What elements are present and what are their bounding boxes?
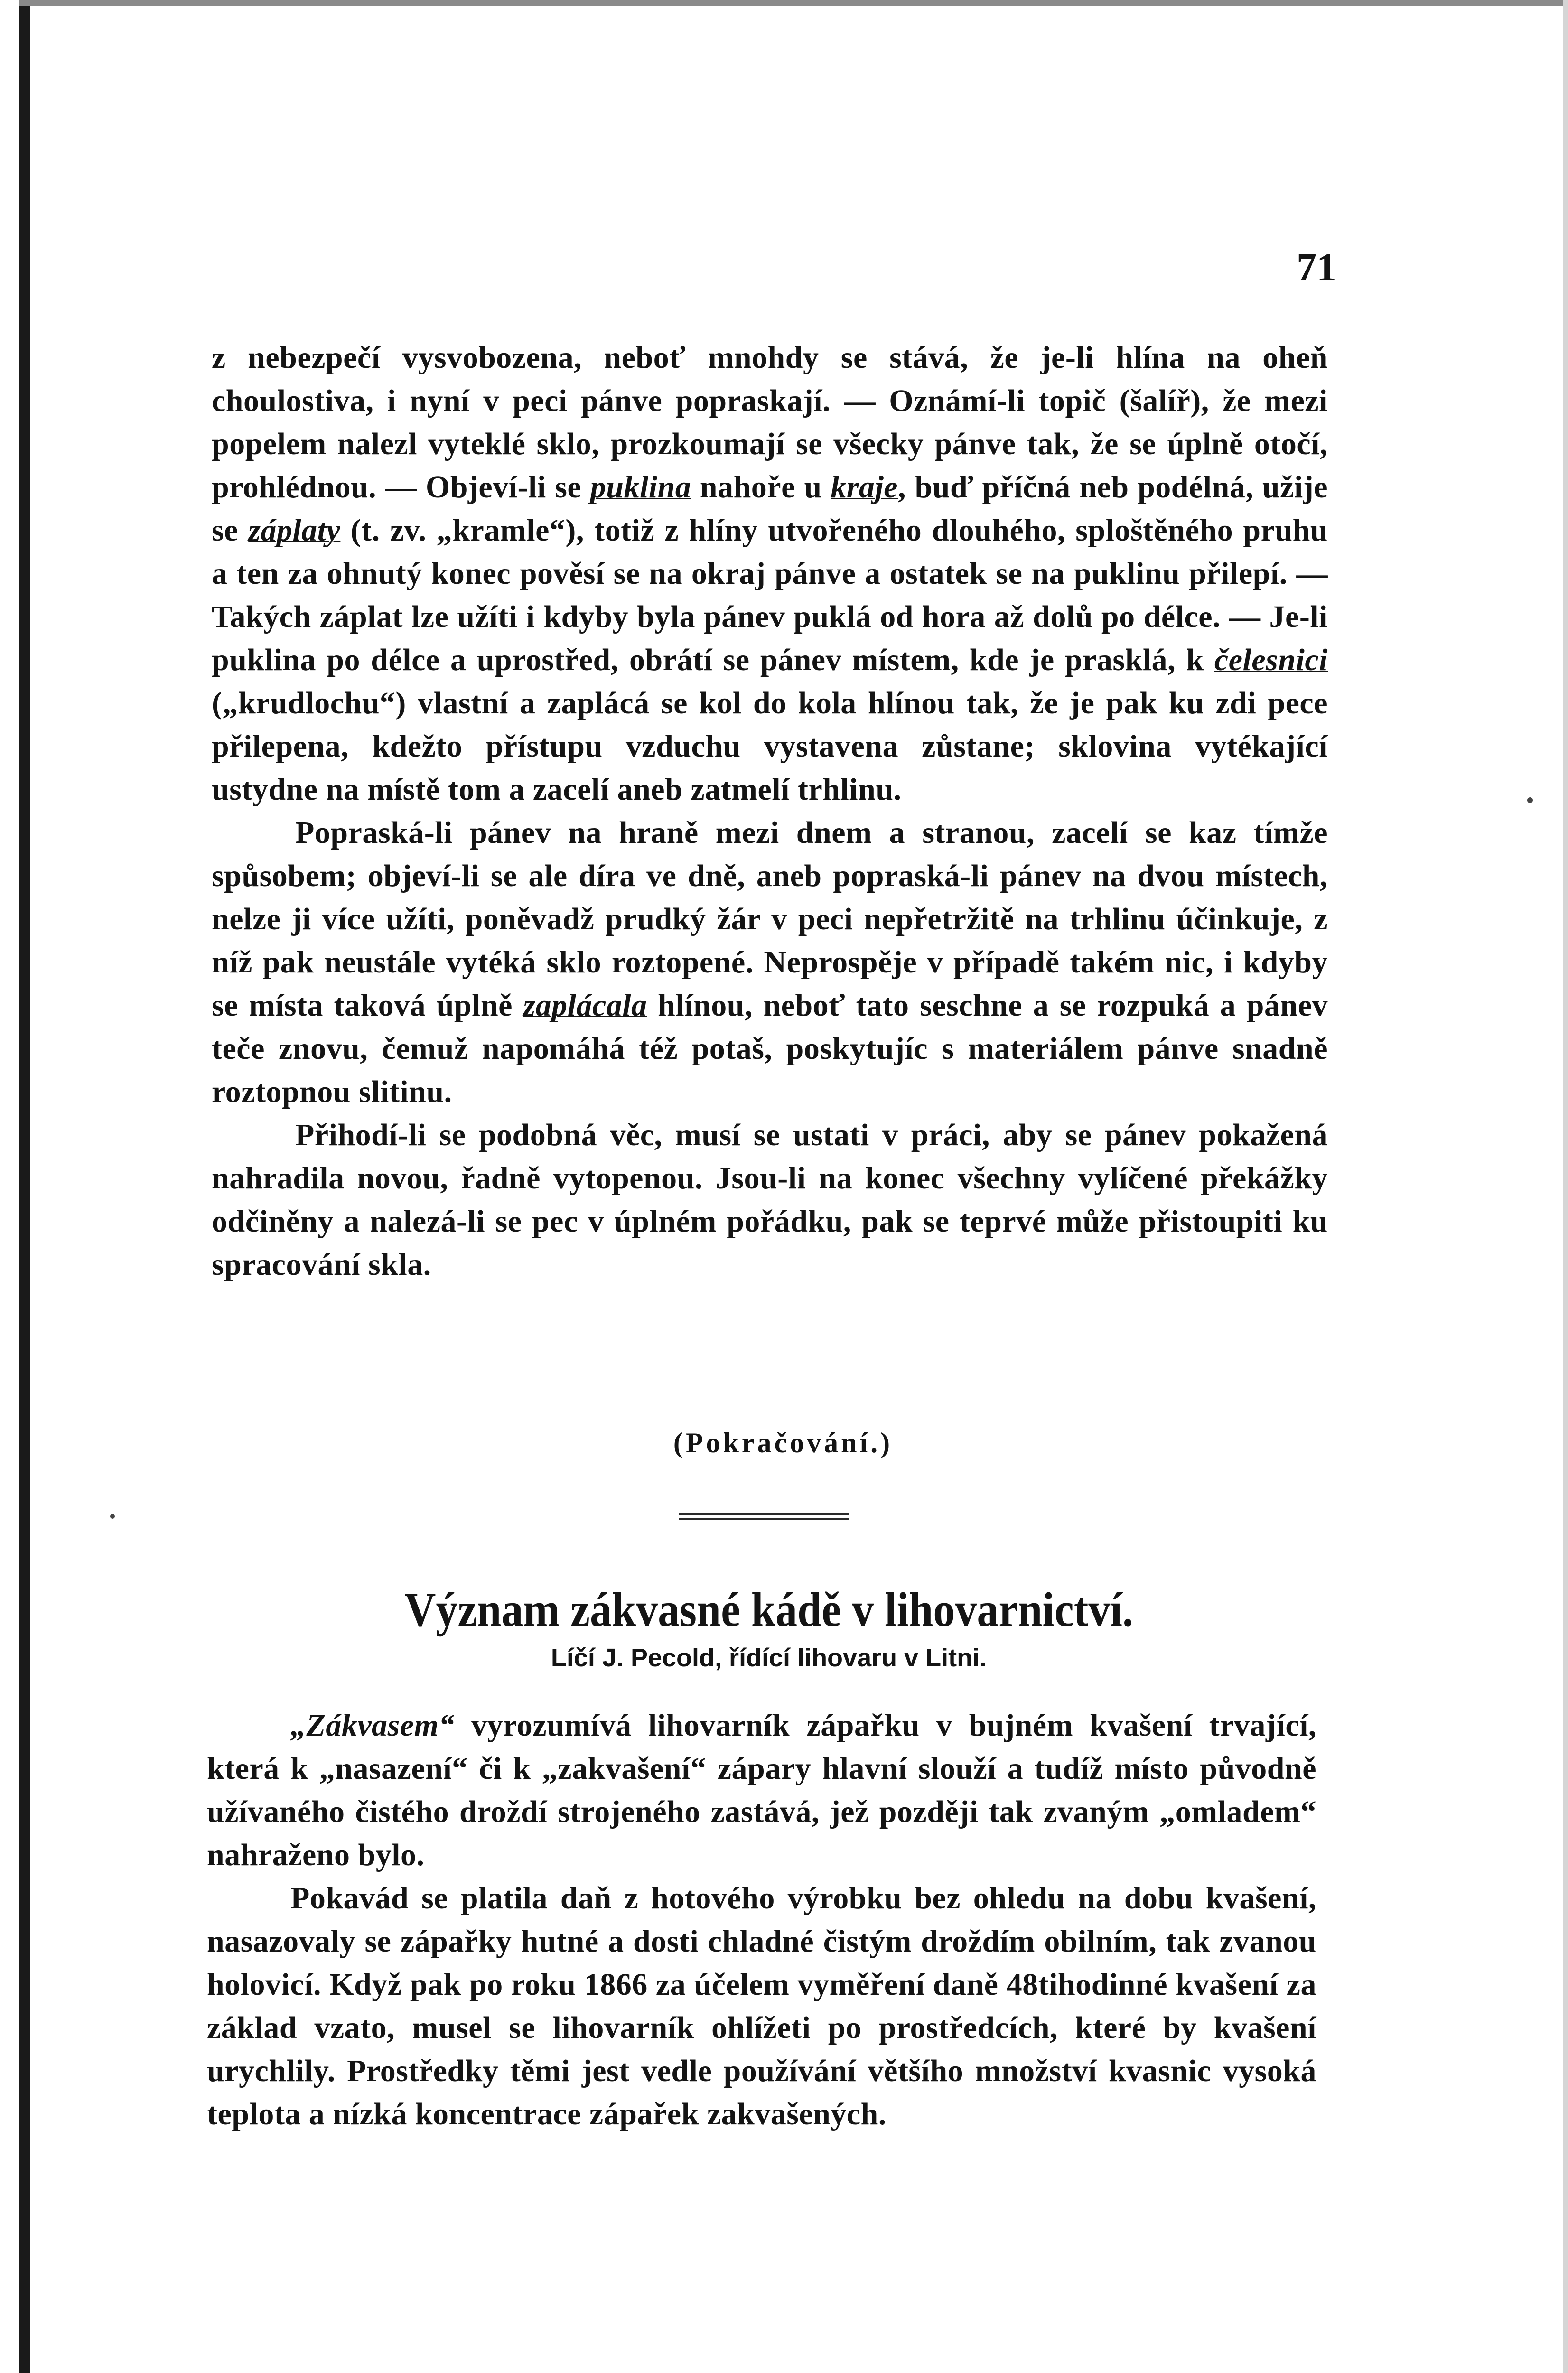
section-divider [679,1513,849,1520]
scan-border-left [19,0,30,2373]
text-run: , buď příčná neb podélná, užije se [212,470,1328,548]
new-article-column [207,1704,1316,2136]
scan-speck [110,1514,115,1519]
paragraph-tax-history: Pokavád se platila daň z hotového výrobku bez ohledu na dobu kvašení, nasazovaly se zápařky hutné a dosti chladné čistým droždím obilním, tak zvanou holovicí. Když pak po roku 1866 za účelem vyměření daně 48tihodinné kvašení za základ vzato, musel se lihovarník ohlížeti po prostředcích, které by kvašení urychlily. Prostředky těmi jest vedle používání většího množství kvasnic vysoká teplota a nízká koncentrace zápařek zakvašených. [207,1881,1316,2131]
scan-border-right [1563,0,1568,2373]
text-run: Popraská-li pánev na hraně mezi dnem a stranou, zacelí se kaz tímže spůsobem; objeví-li se ale díra ve dně, aneb popraská-li pánev na dvou místech, nelze ji více užíti, poněvadž prudký žár v peci nepřetržitě na trhlinu účinkuje, z níž pak neustále vytéká sklo roztopené. Neprospěje v případě takém nic, i kdyby se místa taková úplně [212,815,1328,1023]
emphasis-term: zaplácala [523,988,647,1023]
continuation-note: (Pokračování.) [673,1427,893,1458]
paragraph-edge-crack [212,811,1328,1113]
page-number: 71 [1297,245,1336,290]
emphasis-term: záplaty [248,513,341,548]
scan-speck [1527,797,1533,803]
text-run: nahoře u [691,470,831,504]
paragraph-pot-replacement: Přihodí-li se podobná věc, musí se ustati v práci, aby se pánev pokažená nahradila novou, řadně vytopenou. Jsou-li na konec všechny vylíčené překážky odčiněny a nalezá-li se pec v úplném pořádku, pak se teprvé může přistoupiti ku spracování skla. [212,1118,1328,1282]
emphasis-term: „Zákvasem“ [290,1708,455,1743]
scan-border-top [19,0,1568,6]
text-run: vyrozumívá lihovarník zápařku v bujném kvašení trvající, která k „nasazení“ či k „zakvašení“ zápary hlavní slouží a tudíž místo původně užívaného čistého droždí strojeného zastává, jež později tak zvaným „omladem“ nahraženo bylo. [207,1708,1316,1872]
text-run: (t. zv. „kramle“), totiž z hlíny utvořeného dlouhého, sploštěného pruhu a ten za ohnutý konec pověsí se na okraj pánve a ostatek se na puklinu přilepí. — Takých záplat lze užíti i kdyby byla pánev puklá od hora až dolů po délce. — Je-li puklina po délce a uprostřed, obrátí se pánev místem, kde je prasklá, k [212,513,1328,677]
paragraph-zakvas-definition [207,1704,1316,1877]
text-run: hlínou, neboť tato seschne a se rozpuká a pánev teče znovu, čemuž napomáhá též potaš, poskytujíc s materiálem pánve snadně roztopnou slitinu. [212,988,1328,1109]
text-run: z nebezpečí vysvobozena, neboť mnohdy se stává, že je-li hlína na oheň choulostiva, i nyní v peci pánve popraskají. — Oznámí-li topič (šalíř), že mezi popelem nalezl vyteklé sklo, prozkoumají se všecky pánve tak, že se úplně otočí, prohlédnou. — Objeví-li se [212,340,1328,504]
article-byline: Líčí J. Pecold, řídící lihovaru v Litni. [551,1644,987,1672]
emphasis-term: puklina [590,470,691,504]
emphasis-term: kraje [831,470,898,504]
paragraph-cracked-pot-repair [212,336,1328,811]
continued-article-column [212,336,1328,1286]
article-title: Význam zákvasné kádě v lihovarnictví. [404,1582,1133,1637]
emphasis-term: čelesnici [1214,643,1328,677]
text-run: („krudlochu“) vlastní a zaplácá se kol do kola hlínou tak, že je pak ku zdi pece přilepena, kdežto přístupu vzduchu vystavena zůstane; sklovina vytékající ustydne na místě tom a zacelí aneb zatmelí trhlinu. [212,686,1328,807]
